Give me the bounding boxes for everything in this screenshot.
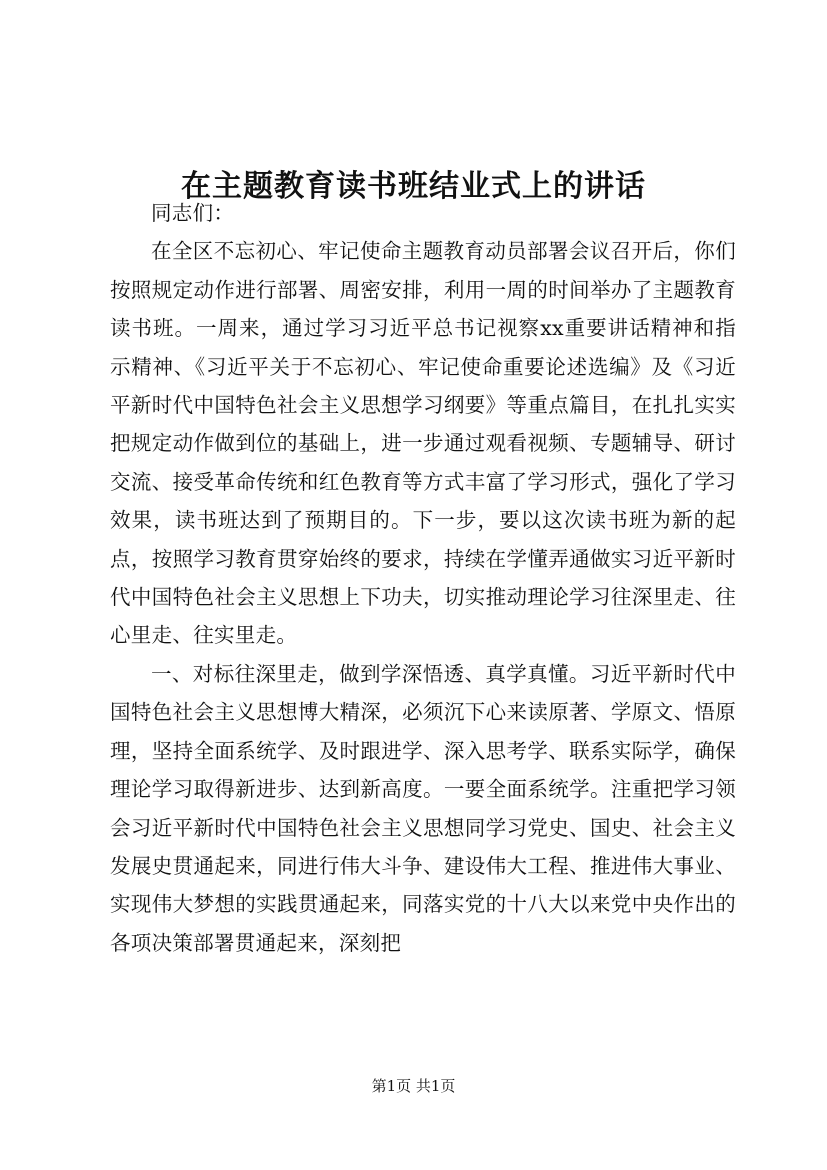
paragraph-intro: 在全区不忘初心、牢记使命主题教育动员部署会议召开后，你们按照规定动作进行部署、周密安排，利用一周的时间举办了主题教育读书班。一周来，通过学习习近平总书记视察xx重要讲话精神和指示精神、《习近平关于不忘初心、牢记使命重要论述选编》及《习近平新时代中国特色社会主义思想学习纲要》等重点篇目，在扎扎实实把规定动作做到位的基础上，进一步通过观看视频、专题辅导、研讨交流、接受革命传统和红色教育等方式丰富了学习形式，强化了学习效果，读书班达到了预期目的。下一步，要以这次读书班为新的起点，按照学习教育贯穿始终的要求，持续在学懂弄通做实习近平新时代中国特色社会主义思想上下功夫，切实推动理论学习往深里走、往心里走、往实里走。 [110, 239, 736, 648]
document-title: 在主题教育读书班结业式上的讲话 [181, 169, 646, 205]
paragraph-section-one: 一、对标往深里走，做到学深悟透、真学真懂。习近平新时代中国特色社会主义思想博大精深，必须沉下心来读原著、学原文、悟原理，坚持全面系统学、及时跟进学、深入思考学、联系实际学，确保理论学习取得新进步、达到新高度。一要全面系统学。注重把学习领会习近平新时代中国特色社会主义思想同学习党史、国史、社会主义发展史贯通起来，同进行伟大斗争、建设伟大工程、推进伟大事业、实现伟大梦想的实践贯通起来，同落实党的十八大以来党中央作出的各项决策部署贯通起来，深刻把 [110, 661, 736, 955]
document-body [110, 194, 736, 962]
page-footer: 第1页 共1页 [371, 1077, 456, 1095]
salutation: 同志们： [151, 201, 235, 225]
